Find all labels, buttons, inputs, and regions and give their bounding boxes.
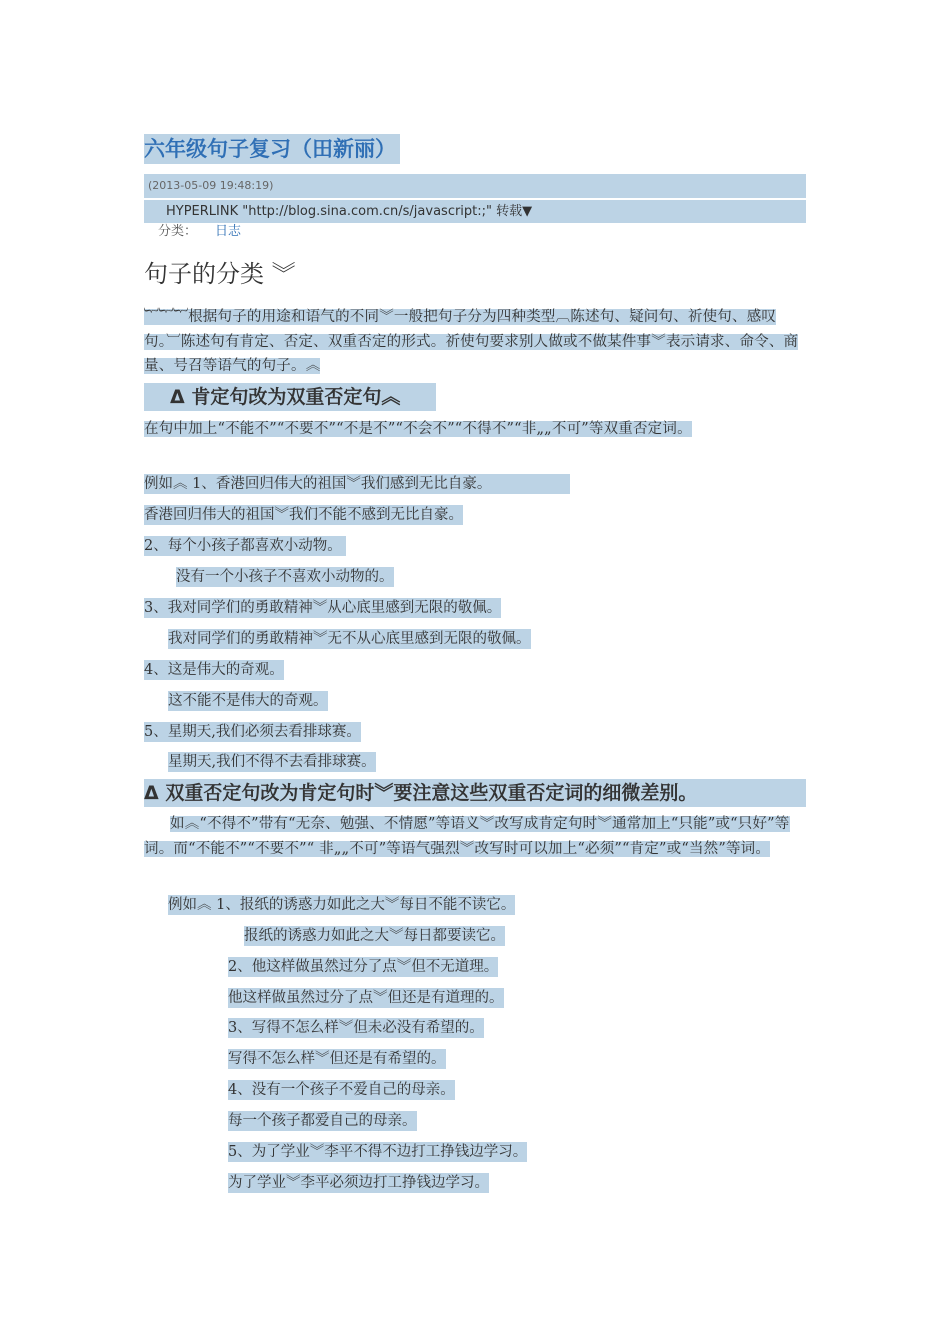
example-line: 这不能不是伟大的奇观。: [168, 693, 328, 709]
example-line: 5、星期天,我们必须去看排球赛。: [144, 724, 361, 740]
example-line: 2、每个小孩子都喜欢小动物。: [144, 536, 346, 556]
example-line: 香港回归伟大的祖国︾我们不能不感到无比自豪。: [144, 507, 463, 523]
example-line: 例如︽ 1、香港回归伟大的祖国︾我们感到无比自豪。: [144, 474, 570, 494]
category-row: [158, 222, 241, 242]
example-line: 报纸的诱惑力如此之大︾每日都要读它。: [244, 928, 505, 944]
rule-text-1: 在句中加上“不能不”“不要不”“不是不”“不会不”“不得不”“非„„不可”等双重否定词。: [144, 421, 692, 437]
repost-link[interactable]: HYPERLINK "http://blog.sina.com.cn/s/javascript:;" 转载▼: [144, 200, 806, 223]
category-link[interactable]: 日志: [215, 224, 242, 239]
example-line: 每一个孩子都爱自己的母亲。: [228, 1113, 417, 1129]
category-label: 分类：: [158, 224, 198, 239]
rule-text-2: 如︽“不得不”带有“无奈、勉强、不情愿”等语义︾改写成肯定句时︾通常加上“只能”或“只好”等词。而“不能不”“不要不”“ 非„„不可”等语气强烈︾改写时可以加上“必须”“肯定”或“当然”等词。: [144, 816, 790, 857]
intro-text: ︸︸︸根据句子的用途和语气的不同︾一般把句子分为四种类型︹陈述句、疑问句、祈使句、感叹句。︺陈述句有肯定、否定、双重否定的形式。祈使句要求别人做或不做某件事︾表示请求、命令、商量、号召等语气的句子。︽: [144, 309, 799, 374]
example-line: 5、为了学业︾李平不得不边打工挣钱边学习。: [228, 1144, 528, 1160]
page-title: 六年级句子复习（田新丽）: [144, 134, 400, 164]
rule-paragraph-1: [144, 417, 800, 442]
example-line: 2、他这样做虽然过分了点︾但不无道理。: [228, 959, 499, 975]
heading-affirmative-to-double-negative: Δ 肯定句改为双重否定句︽: [144, 383, 436, 411]
example-line: 3、写得不怎么样︾但未必没有希望的。: [228, 1020, 484, 1036]
intro-paragraph: [144, 305, 808, 379]
post-date: (2013-05-09 19:48:19): [144, 174, 806, 198]
example-line: 4、没有一个孩子不爱自己的母亲。: [228, 1082, 455, 1098]
example-line: 4、这是伟大的奇观。: [144, 662, 284, 678]
example-line: 为了学业︾李平必须边打工挣钱边学习。: [228, 1175, 489, 1191]
example-line: 他这样做虽然过分了点︾但还是有道理的。: [228, 990, 504, 1006]
section-heading: 句子的分类 ︾: [144, 260, 296, 288]
example-line: 我对同学们的勇敢精神︾无不从心底里感到无限的敬佩。: [168, 631, 531, 647]
rule-paragraph-2: [144, 812, 808, 861]
example-line: 写得不怎么样︾但还是有希望的。: [228, 1051, 446, 1067]
heading-double-negative-to-affirmative: Δ 双重否定句改为肯定句时︾要注意这些双重否定词的细微差别。: [144, 779, 806, 807]
example-line: 没有一个小孩子不喜欢小动物的。: [176, 569, 394, 585]
example-line: 星期天,我们不得不去看排球赛。: [168, 754, 376, 770]
example-line: 例如︽ 1、报纸的诱惑力如此之大︾每日不能不读它。: [168, 897, 516, 913]
example-line: 3、我对同学们的勇敢精神︾从心底里感到无限的敬佩。: [144, 600, 502, 616]
